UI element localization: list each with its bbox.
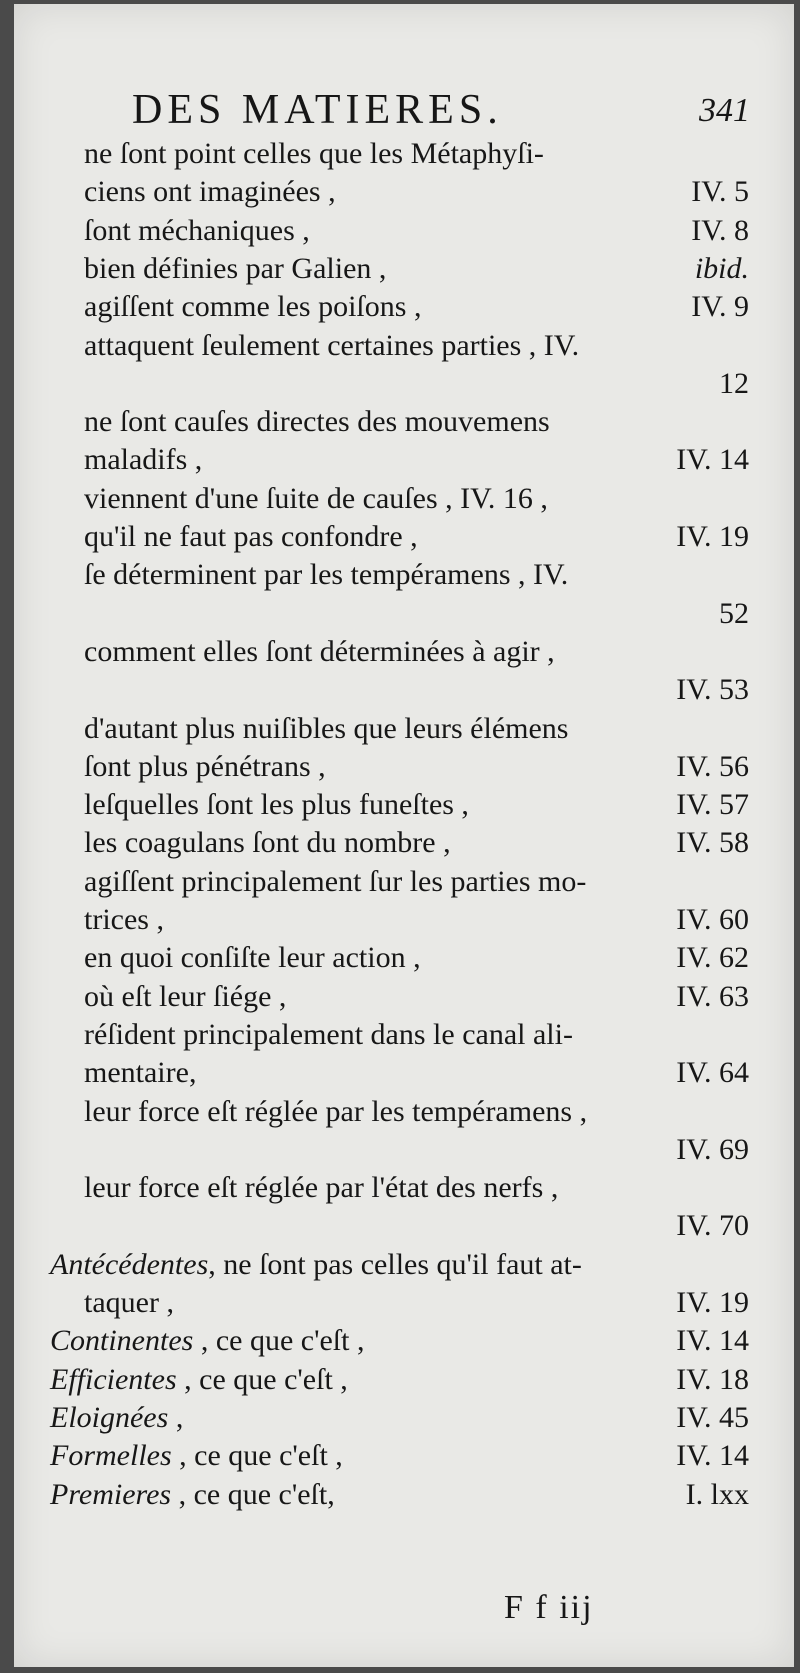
index-entry-line [84, 1130, 749, 1170]
index-entry-line [84, 517, 749, 557]
index-entry-line [50, 1398, 749, 1438]
entry-reference: IV. 57 [676, 788, 749, 822]
entry-reference: 12 [719, 366, 749, 400]
entry-reference: IV. 63 [676, 979, 749, 1013]
index-entry-line [84, 1092, 749, 1132]
entry-text: , ne ſont pas celles qu'il faut at- [208, 1247, 582, 1281]
entry-reference: IV. 53 [676, 673, 749, 707]
index-entry-line [84, 402, 749, 442]
index-entry-line [84, 594, 749, 634]
index-entry-line [84, 1015, 749, 1055]
entry-heading: Formelles [50, 1439, 172, 1473]
entry-text: ſe déterminent par les tempéramens , IV. [84, 558, 569, 592]
entry-reference: IV. 60 [676, 903, 749, 936]
entry-heading: Premieres [50, 1477, 172, 1511]
entry-reference: IV. 9 [691, 290, 749, 324]
page-header [132, 86, 750, 140]
entry-text: bien définies par Galien , [84, 251, 387, 285]
entry-text: les coagulans ſont du nombre , [84, 826, 451, 860]
index-entry-line [84, 172, 749, 212]
index-entry-line [84, 1206, 749, 1246]
index-entry-line [84, 823, 749, 863]
index-entry-line [84, 1053, 749, 1093]
entry-text: agiſſent principalement ſur les parties mo- [84, 864, 587, 898]
entry-reference: ibid. [694, 251, 749, 285]
index-entry-line [84, 364, 749, 404]
entry-text: , ce que c'eſt , [176, 1362, 348, 1396]
entry-text: ciens ont imaginées , [84, 175, 336, 209]
index-entry-line [84, 134, 749, 174]
index-entry-line [50, 1245, 749, 1285]
index-entry-line [84, 1168, 749, 1208]
entry-text: ne ſont point celles que les Métaphyſi- [84, 137, 544, 170]
entry-text: leur force eſt réglée par l'état des nerfs , [84, 1171, 559, 1205]
index-entry-line [84, 938, 749, 978]
entry-reference: IV. 58 [676, 826, 749, 860]
entry-reference: IV. 19 [676, 1286, 749, 1319]
signature-mark: F f iij [504, 1589, 594, 1626]
entry-heading: Antécédentes [50, 1247, 209, 1281]
entry-text: mentaire, [84, 1056, 197, 1090]
entry-reference: IV. 62 [676, 941, 749, 975]
index-entry-line [84, 632, 749, 672]
page-sheet [14, 4, 794, 1667]
entry-text: ne ſont cauſes directes des mouvemens [84, 405, 550, 439]
entry-text: ſont méchaniques , [84, 213, 310, 247]
entry-reference: IV. 45 [676, 1400, 749, 1434]
entry-reference: IV. 56 [676, 749, 749, 783]
entry-reference: 52 [719, 596, 749, 630]
running-title: DES MATIERES. [132, 87, 503, 133]
entry-text: viennent d'une ſuite de cauſes , IV. 16 , [84, 481, 548, 515]
index-entry-line [84, 555, 749, 595]
entry-text: en quoi conſiſte leur action , [84, 941, 421, 975]
index-entry-line [84, 747, 749, 787]
entry-text: trices , [84, 903, 164, 936]
entry-text: , ce que c'eſt , [171, 1439, 343, 1473]
entry-text: réſident principalement dans le canal ali- [84, 1017, 573, 1051]
index-entry-line [84, 709, 749, 749]
entry-text: , [168, 1400, 184, 1434]
entry-heading: Eloignées [50, 1400, 169, 1434]
index-entry-line [50, 1436, 749, 1476]
entry-text: d'autant plus nuiſibles que leurs élémens [84, 711, 569, 745]
entry-reference: IV. 18 [676, 1362, 749, 1396]
entry-reference: IV. 69 [676, 1132, 749, 1166]
entry-reference: IV. 14 [676, 1439, 749, 1473]
index-entry-line [50, 1475, 749, 1515]
entry-text: taquer , [84, 1286, 174, 1319]
index-entry-line [84, 900, 749, 940]
entry-text: comment elles ſont déterminées à agir , [84, 634, 555, 668]
entry-text: attaquent ſeulement certaines parties , IV. [84, 328, 580, 362]
entry-text: leur force eſt réglée par les tempéramens , [84, 1094, 588, 1128]
entry-reference: IV. 70 [676, 1209, 749, 1243]
entry-reference: IV. 14 [676, 1324, 749, 1358]
entry-reference: IV. 19 [676, 520, 749, 553]
entry-heading: Efficientes [50, 1362, 177, 1396]
entry-text: maladifs , [84, 443, 203, 477]
index-entry-line [84, 670, 749, 710]
entry-text: , ce que c'eſt, [171, 1477, 335, 1511]
entry-reference: IV. 8 [691, 213, 749, 247]
index-entry-line [84, 287, 749, 327]
entry-heading: Continentes [50, 1324, 194, 1358]
index-entry-line [84, 326, 749, 366]
index-entry-line [84, 211, 749, 251]
index-entry-line [84, 440, 749, 480]
index-entry-line [84, 249, 749, 289]
entry-text: qu'il ne faut pas confondre , [84, 520, 418, 553]
entry-text: agiſſent comme les poiſons , [84, 290, 422, 324]
index-entry-line [84, 862, 749, 902]
entry-reference: IV. 14 [676, 443, 749, 477]
entry-text: leſquelles ſont les plus funeſtes , [84, 788, 469, 822]
index-entry-line [84, 1283, 749, 1323]
index-entry-line [84, 479, 749, 519]
entry-reference: I. lxx [685, 1477, 749, 1511]
entry-text: , ce que c'eſt , [193, 1324, 365, 1358]
entry-reference: IV. 64 [676, 1056, 749, 1090]
entry-text: ſont plus pénétrans , [84, 749, 326, 783]
index-entry-line [84, 785, 749, 825]
index-entry-line [50, 1360, 749, 1400]
entry-text: où eſt leur ſiége , [84, 979, 287, 1013]
index-entry-line [84, 977, 749, 1017]
page-number: 341 [699, 92, 750, 129]
entry-reference: IV. 5 [691, 175, 749, 209]
index-entry-line [50, 1321, 749, 1361]
